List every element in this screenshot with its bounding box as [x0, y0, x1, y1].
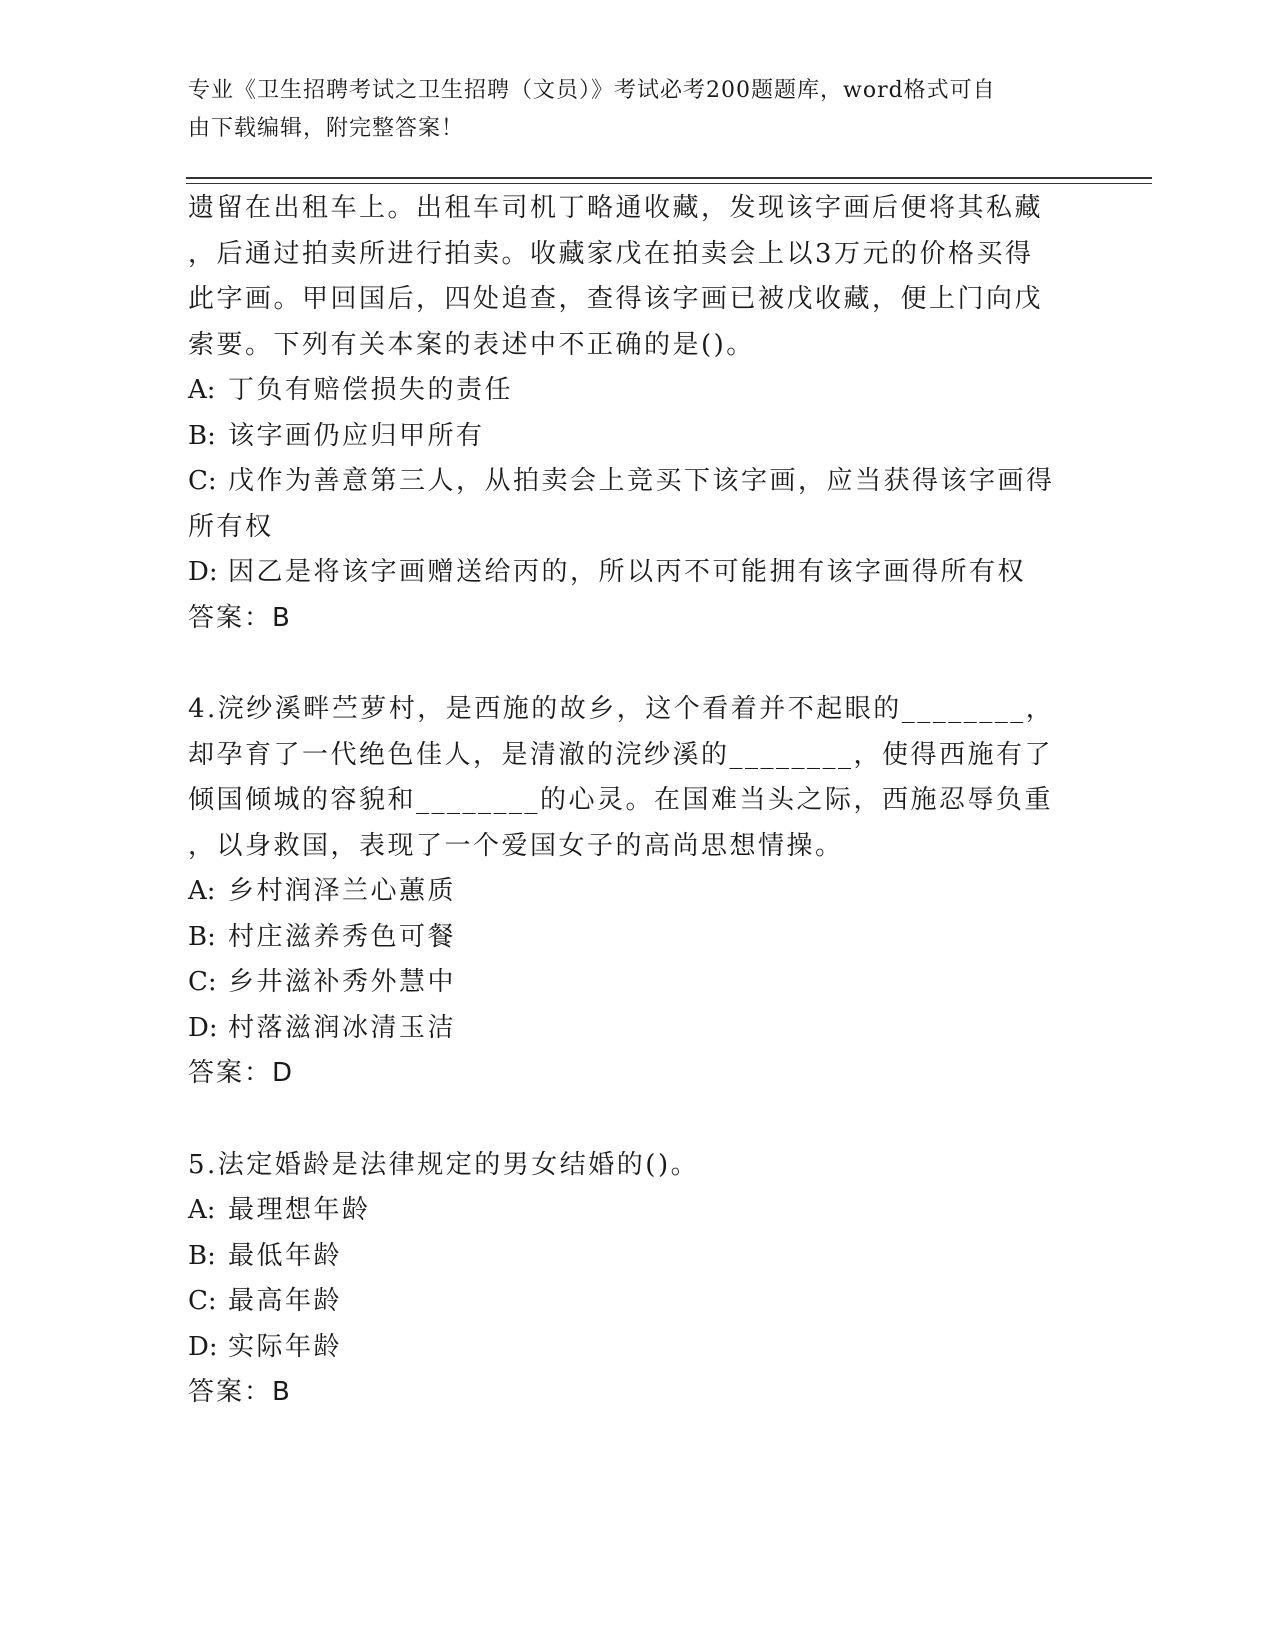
option-text: 最高年龄	[228, 1286, 343, 1316]
option-text: 丁负有赔偿损失的责任	[228, 375, 514, 405]
header-divider-thin	[186, 183, 1152, 184]
option-d	[188, 1325, 1088, 1371]
option-b	[188, 1234, 1088, 1280]
question-stem: 4.浣纱溪畔苎萝村，是西施的故乡，这个看着并不起眼的________， 却孕育了一代绝色佳人，是清澈的浣纱溪的________，使得西施有了 倾国倾城的容貌和________的心灵。在国难当头之际，西施忍辱负重 ，以身救国，表现了一个爱国女子的高尚思想情操。	[188, 694, 1055, 861]
option-text: 因乙是将该字画赠送给丙的，所以丙不可能拥有该字画得所有权	[228, 557, 1027, 587]
document-body	[188, 186, 1088, 1416]
option-key: B:	[188, 1240, 216, 1271]
option-c	[188, 960, 1088, 1006]
option-c	[188, 1279, 1088, 1325]
option-key: C:	[188, 1286, 217, 1316]
header-divider-thick	[186, 177, 1152, 179]
answer-line: 答案：D	[188, 1058, 295, 1088]
header-title-line-1: 专业《卫生招聘考试之卫生招聘（文员）》考试必考200题题库，word格式可自	[188, 78, 996, 103]
answer-line: 答案：B	[188, 602, 292, 633]
option-d	[188, 1006, 1088, 1052]
question-stem: 遗留在出租车上。出租车司机丁略通收藏，发现该字画后便将其私藏 ，后通过拍卖所进行拍卖。收藏家戊在拍卖会上以3万元的价格买得 此字画。甲回国后，四处追查，查得该字画已被戊收藏，便上门向戊 索要。下列有关本案的表述中不正确的是()。	[188, 193, 1044, 360]
option-text: 乡井滋补秀外慧中	[228, 967, 457, 997]
option-text: 最理想年龄	[228, 1195, 371, 1225]
question-spacer	[188, 1097, 1088, 1143]
option-text: 该字画仍应归甲所有	[228, 420, 485, 451]
option-a	[188, 368, 1088, 414]
answer-line: 答案：B	[188, 1377, 292, 1407]
question-stem: 5.法定婚龄是法律规定的男女结婚的()。	[188, 1149, 700, 1180]
option-key: D:	[188, 1012, 218, 1043]
document-header	[188, 72, 1068, 148]
option-text: 戊作为善意第三人，从拍卖会上竞买下该字画，应当获得该字画得 所有权	[188, 466, 1055, 542]
option-a	[188, 1188, 1088, 1234]
option-key: D:	[188, 557, 218, 587]
option-key: C:	[188, 967, 217, 997]
option-text: 乡村润泽兰心蕙质	[228, 876, 457, 906]
option-b	[188, 915, 1088, 961]
option-text: 最低年龄	[228, 1240, 343, 1271]
option-text: 实际年龄	[228, 1331, 343, 1362]
question-5	[188, 1143, 1088, 1416]
option-key: B:	[188, 420, 216, 451]
question-spacer	[188, 641, 1088, 687]
question-4	[188, 687, 1088, 1097]
option-key: B:	[188, 921, 216, 952]
option-d	[188, 550, 1088, 596]
question-3	[188, 186, 1088, 641]
option-b	[188, 414, 1088, 460]
option-key: A:	[188, 1195, 216, 1225]
option-c	[188, 459, 1088, 550]
option-a	[188, 869, 1088, 915]
option-text: 村落滋润冰清玉洁	[228, 1012, 457, 1043]
option-key: A:	[188, 375, 216, 405]
option-key: C:	[188, 466, 217, 496]
header-title-line-2: 由下载编辑，附完整答案！	[188, 116, 465, 141]
option-key: A:	[188, 876, 216, 906]
option-key: D:	[188, 1331, 218, 1362]
option-text: 村庄滋养秀色可餐	[228, 921, 457, 952]
